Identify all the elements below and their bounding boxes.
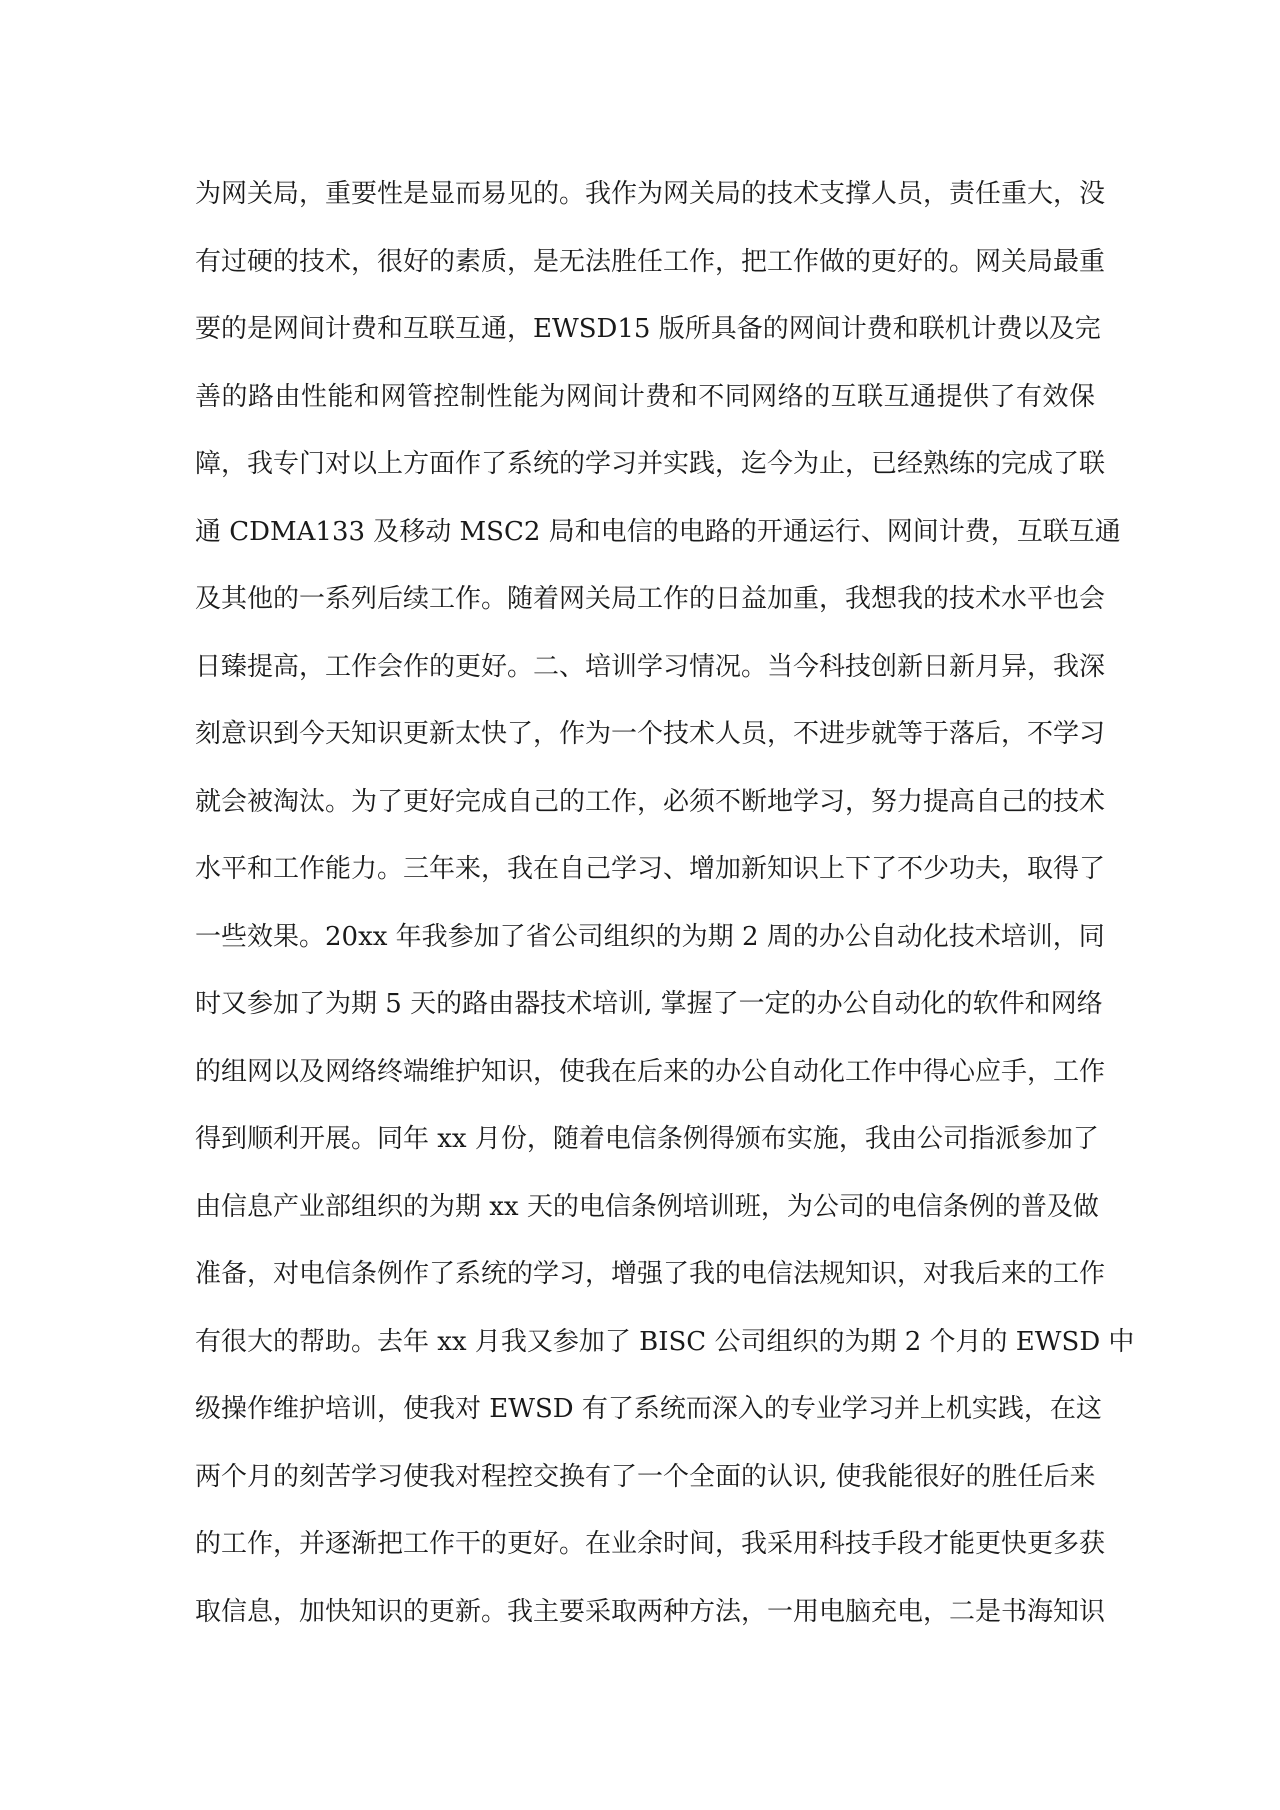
text-line: 级操作维护培训，使我对 EWSD 有了系统而深入的专业学习并上机实践，在这: [195, 1394, 1102, 1424]
text-line: 日臻提高，工作会作的更好。二、培训学习情况。当今科技创新日新月异，我深: [195, 651, 1106, 682]
text-line: 及其他的一系列后续工作。随着网关局工作的日益加重，我想我的技术水平也会: [195, 584, 1106, 614]
text-line: 的组网以及网络终端维护知识，使我在后来的办公自动化工作中得心应手，工作: [195, 1056, 1106, 1087]
text-line: 得到顺利开展。同年 xx 月份，随着电信条例得颁布实施，我由公司指派参加了: [195, 1124, 1099, 1154]
text-line: 有很大的帮助。去年 xx 月我又参加了 BISC 公司组织的为期 2 个月的 EWSD 中: [195, 1326, 1135, 1357]
text-line: 障，我专门对以上方面作了系统的学习并实践，迄今为止，已经熟练的完成了联: [195, 449, 1106, 479]
text-line: 取信息，加快知识的更新。我主要采取两种方法，一用电脑充电，二是书海知识: [195, 1596, 1106, 1627]
text-line: 就会被淘汰。为了更好完成自己的工作，必须不断地学习，努力提高自己的技术: [195, 786, 1106, 817]
text-line: 两个月的刻苦学习使我对程控交换有了一个全面的认识, 使我能很好的胜任后来: [195, 1461, 1096, 1492]
text-line: 的工作，并逐渐把工作干的更好。在业余时间，我采用科技手段才能更快更多获: [195, 1529, 1106, 1559]
text-line: 善的路由性能和网管控制性能为网间计费和不同网络的互联互通提供了有效保: [195, 381, 1095, 412]
text-line: 时又参加了为期 5 天的路由器技术培训, 掌握了一定的办公自动化的软件和网络: [195, 989, 1103, 1019]
text-line: 准备，对电信条例作了系统的学习，增强了我的电信法规知识，对我后来的工作: [195, 1259, 1106, 1289]
text-line: 有过硬的技术，很好的素质，是无法胜任工作，把工作做的更好的。网关局最重: [195, 246, 1106, 277]
text-line: 一些效果。20xx 年我参加了省公司组织的为期 2 周的办公自动化技术培训，同: [195, 921, 1105, 952]
text-line: 刻意识到今天知识更新太快了，作为一个技术人员，不进步就等于落后，不学习: [195, 719, 1106, 749]
text-line: 水平和工作能力。三年来，我在自己学习、增加新知识上下了不少功夫，取得了: [195, 854, 1106, 884]
text-line: 通 CDMA133 及移动 MSC2 局和电信的电路的开通运行、网间计费，互联互通: [195, 516, 1121, 547]
text-line: 为网关局，重要性是显而易见的。我作为网关局的技术支撑人员，责任重大，没: [195, 179, 1106, 209]
body-text: [195, 166, 1135, 1651]
text-line: 要的是网间计费和互联互通，EWSD15 版所具备的网间计费和联机计费以及完: [195, 314, 1101, 344]
text-line: 由信息产业部组织的为期 xx 天的电信条例培训班，为公司的电信条例的普及做: [195, 1191, 1099, 1222]
